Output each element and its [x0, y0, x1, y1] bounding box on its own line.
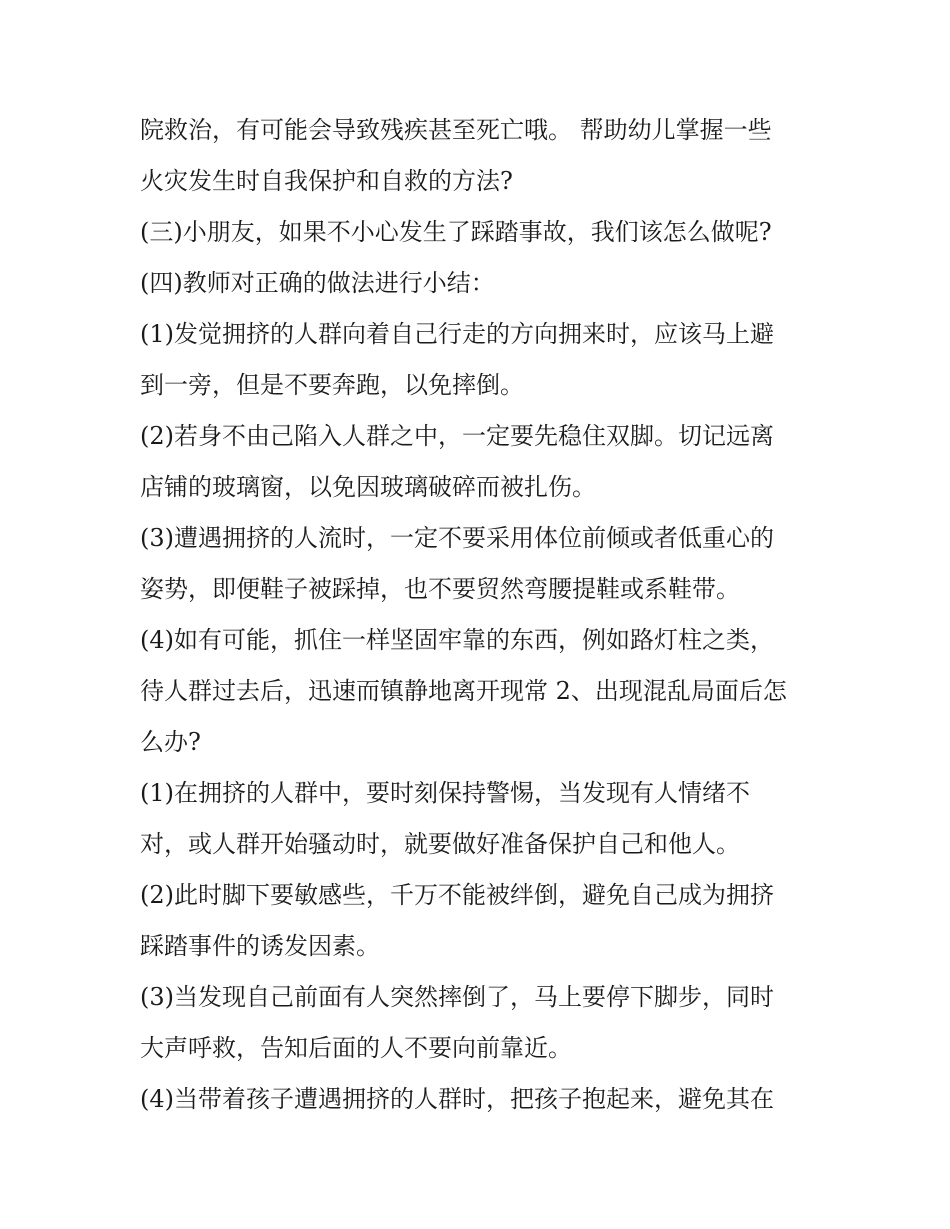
- text-line: (三)小朋友，如果不小心发生了踩踏事故，我们该怎么做呢?: [140, 218, 772, 246]
- text-line: (3)遭遇拥挤的人流时，一定不要采用体位前倾或者低重心的: [140, 524, 774, 552]
- text-line: 院救治，有可能会导致残疾甚至死亡哦。 帮助幼儿掌握一些: [140, 116, 772, 144]
- text-line: 待人群过去后，迅速而镇静地离开现常 2、出现混乱局面后怎: [140, 677, 787, 705]
- text-line: (1)在拥挤的人群中，要时刻保持警惕，当发现有人情绪不: [140, 779, 750, 807]
- text-line: (2)若身不由己陷入人群之中，一定要先稳住双脚。切记远离: [140, 422, 774, 450]
- text-line: 到一旁，但是不要奔跑，以免摔倒。: [140, 371, 524, 399]
- text-line: 对，或人群开始骚动时，就要做好准备保护自己和他人。: [140, 830, 740, 858]
- text-line: 踩踏事件的诱发因素。: [140, 932, 380, 960]
- document-body: [140, 105, 820, 1125]
- text-line: 么办?: [140, 728, 201, 756]
- text-line: (四)教师对正确的做法进行小结：: [140, 269, 495, 297]
- text-line: (1)发觉拥挤的人群向着自己行走的方向拥来时，应该马上避: [140, 320, 774, 348]
- text-line: (4)如有可能，抓住一样坚固牢靠的东西，例如路灯柱之类，: [140, 626, 774, 654]
- text-line: (4)当带着孩子遭遇拥挤的人群时，把孩子抱起来，避免其在: [140, 1085, 774, 1113]
- text-line: 店铺的玻璃窗，以免因玻璃破碎而被扎伤。: [140, 473, 596, 501]
- text-line: 火灾发生时自我保护和自救的方法?: [140, 167, 513, 195]
- text-line: (3)当发现自己前面有人突然摔倒了，马上要停下脚步，同时: [140, 983, 774, 1011]
- text-line: 姿势，即便鞋子被踩掉，也不要贸然弯腰提鞋或系鞋带。: [140, 575, 740, 603]
- text-line: 大声呼救，告知后面的人不要向前靠近。: [140, 1034, 572, 1062]
- text-line: (2)此时脚下要敏感些，千万不能被绊倒，避免自己成为拥挤: [140, 881, 774, 909]
